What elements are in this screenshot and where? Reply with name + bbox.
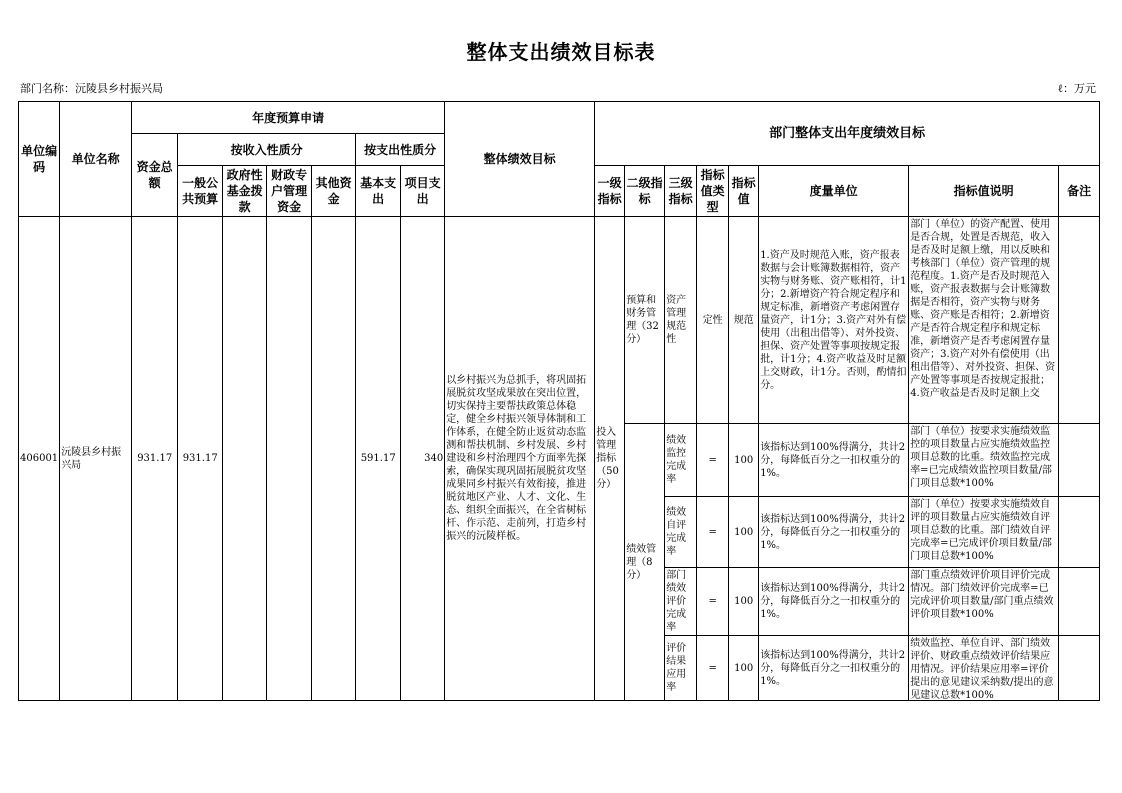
cell-level2: 预算和财务管理（32分）: [625, 217, 665, 424]
desc-text: 绩效监控、单位自评、部门绩效评价、财政重点绩效评价结果应用情况。评价结果应用率=评价提出的意见建议采纳数/提出的意见建议总数*100%: [910, 638, 1054, 699]
cell-measure: 该指标达到100%得满分，共计2分，每降低百分之一扣权重分的1%。: [759, 424, 909, 497]
header-general-budget: 一般公共预算: [178, 166, 223, 217]
cell-level3: 资产管理规范性: [665, 217, 697, 424]
cell-value-type: =: [697, 568, 729, 636]
cell-desc: [909, 217, 1059, 424]
header-basic-expense: 基本支出: [356, 166, 401, 217]
cell-level3: 绩效自评完成率: [665, 497, 697, 568]
cell-value: 100: [729, 568, 759, 636]
cell-overall-goal: 以乡村振兴为总抓手，将巩固拓展脱贫攻坚成果放在突出位置，切实保持主要帮扶政策总体稳定，健全乡村振兴领导体制和工作体系，在健全防止返贫动态监测和帮扶机制、乡村发展、乡村建设和乡村治理四个方面率先探索，确保实现巩固拓展脱贫攻坚成果同乡村振兴有效衔接，推进脱贫地区产业、人才、文化、生态、组织全面振兴，在全省树标杆、作示范、走前列，打造乡村振兴的沅陵样板。: [445, 217, 595, 701]
header-gov-fund: 政府性基金拨款: [223, 166, 267, 217]
cell-measure: 该指标达到100%得满分，共计2分，每降低百分之一扣权重分的1%。: [759, 497, 909, 568]
cell-value: 100: [729, 497, 759, 568]
header-value-desc: 指标值说明: [909, 166, 1059, 217]
cell-unit-code: 406001: [19, 217, 60, 701]
header-overall-goal: 整体绩效目标: [445, 102, 595, 217]
cell-basic-expense: 591.17: [356, 217, 401, 701]
header-by-income: 按收入性质分: [178, 134, 356, 166]
header-dept-goal: 部门整体支出年度绩效目标: [595, 102, 1100, 166]
header-measure-unit: 度量单位: [759, 166, 909, 217]
cell-value: 100: [729, 636, 759, 701]
cell-value: 100: [729, 424, 759, 497]
desc-text: 部门（单位）按要求实施绩效监控的项目数量占应实施绩效监控项目总数的比重。绩效监控完成率=已完成绩效监控项目数量/部门项目总数*100%: [910, 426, 1052, 489]
header-other-funds: 其他资金: [312, 166, 356, 217]
header-remark: 备注: [1059, 166, 1100, 217]
header-project-expense: 项目支出: [401, 166, 445, 217]
measure-text: 1.资产及时规范入账，资产报表数据与会计账簿数据相符，资产实物与财务账、资产账相符，计1分；2.新增资产符合规定程序和规定标准，新增资产考虑闲置存量资产，计1分；3.资产对外有偿使用（出租出借等）、对外投资、担保、资产处置等事项按规定报批，计1分；4.资产收益及时足额上交财政，计1分。否则，酌情扣分。: [760, 249, 907, 391]
cell-desc: [909, 568, 1059, 636]
desc-text: 部门（单位）按要求实施绩效自评的项目数量占应实施绩效自评项目总数的比重。部门绩效自评完成率=已完成评价项目数量/部门项目总数*100%: [910, 499, 1052, 562]
cell-fiscal-special: [267, 217, 312, 701]
cell-value-type: 定性: [697, 217, 729, 424]
cell-remark: [1059, 636, 1100, 701]
header-level3: 三级指标: [665, 166, 697, 217]
desc-text: 部门（单位）的资产配置、使用是否合规，处置是否规范，收入是否及时足额上缴，用以反映和考核部门（单位）资产管理的规范程度。1.资产是否及时规范入账，资产报表数据与会计账簿数据是否相符，资产实物与财务账、资产账是否相符；2.新增资产是否符合规定程序和规定标准，新增资产是否考虑闲置存量资产；3.资产对外有偿使用（出租出借等）、对外投资、担保、资产处置等事项是否按规定报批；4.资产收益是否及时足额上交: [910, 219, 1056, 399]
header-fiscal-special: 财政专户管理资金: [267, 166, 312, 217]
header-annual-budget: 年度预算申请: [132, 102, 445, 134]
cell-remark: [1059, 568, 1100, 636]
cell-remark: [1059, 497, 1100, 568]
cell-level3: 部门绩效评价完成率: [665, 568, 697, 636]
cell-level3: 绩效监控完成率: [665, 424, 697, 497]
header-by-expense: 按支出性质分: [356, 134, 445, 166]
cell-value-type: =: [697, 424, 729, 497]
cell-level3: 评价结果应用率: [665, 636, 697, 701]
cell-gov-fund: [223, 217, 267, 701]
header-value-type: 指标值类型: [697, 166, 729, 217]
cell-measure: [759, 217, 909, 424]
performance-target-table: [18, 101, 1100, 701]
header-unit-name: 单位名称: [60, 102, 132, 217]
cell-remark: [1059, 424, 1100, 497]
cell-unit-name: 沅陵县乡村振兴局: [60, 217, 132, 701]
header-value: 指标值: [729, 166, 759, 217]
currency-unit: ℓ：万元: [1057, 82, 1096, 95]
cell-measure: 该指标达到100%得满分，共计2分，每降低百分之一扣权重分的1%。: [759, 568, 909, 636]
cell-value: 规范: [729, 217, 759, 424]
cell-value-type: =: [697, 497, 729, 568]
header-total-funds: 资金总额: [132, 134, 178, 217]
header-unit-code: 单位编码: [19, 102, 60, 217]
cell-desc: [909, 424, 1059, 497]
cell-level2: 绩效管理（8分）: [625, 424, 665, 701]
cell-other-funds: [312, 217, 356, 701]
cell-total-funds: 931.17: [132, 217, 178, 701]
desc-text: 部门重点绩效评价项目评价完成情况。部门绩效评价完成率=已完成评价项目数量/部门重点绩效评价项目数*100%: [910, 570, 1054, 620]
header-level2: 二级指标: [625, 166, 665, 217]
cell-measure: 该指标达到100%得满分，共计2分，每降低百分之一扣权重分的1%。: [759, 636, 909, 701]
cell-project-expense: 340: [401, 217, 445, 701]
cell-desc: [909, 497, 1059, 568]
page-title: 整体支出绩效目标表: [466, 40, 656, 64]
department-name: 部门名称：沅陵县乡村振兴局: [20, 82, 163, 95]
cell-level1: 投入管理指标（50分）: [595, 217, 625, 701]
cell-remark: [1059, 217, 1100, 424]
header-level1: 一级指标: [595, 166, 625, 217]
cell-desc: [909, 636, 1059, 701]
cell-value-type: =: [697, 636, 729, 701]
cell-general-budget: 931.17: [178, 217, 223, 701]
